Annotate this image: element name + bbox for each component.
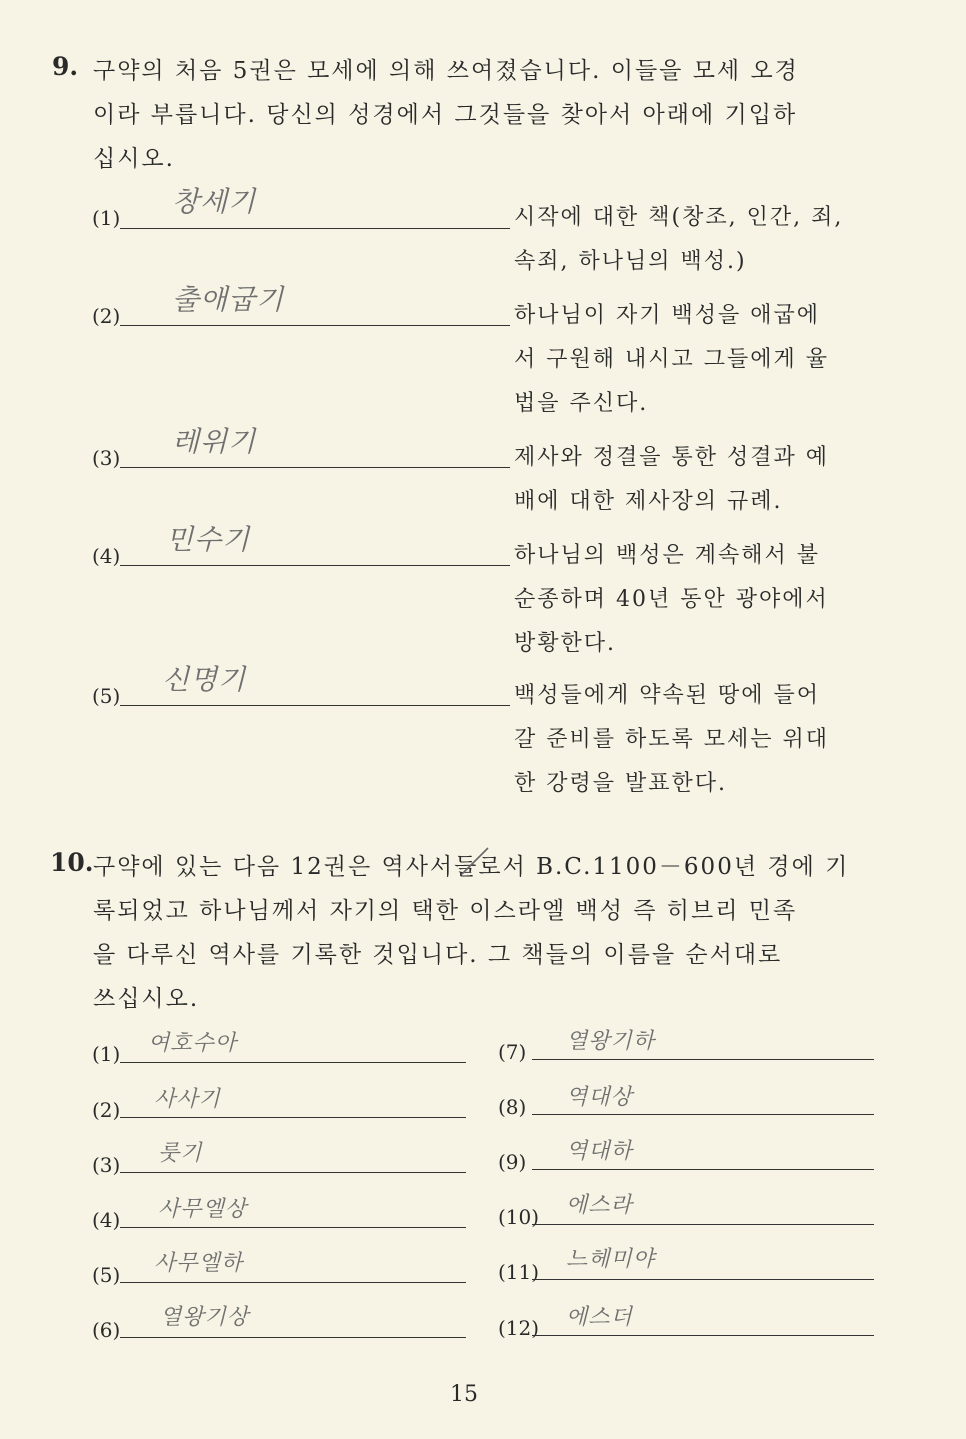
- answer-line[interactable]: [120, 1117, 466, 1118]
- item-number: (3): [92, 446, 121, 470]
- item-number: (1): [92, 1042, 121, 1066]
- correction-mark: [458, 842, 498, 878]
- handwritten-answer: 역대하: [566, 1139, 633, 1164]
- item-description: 서 구원해 내시고 그들에게 율: [514, 347, 829, 372]
- item-number: (4): [92, 544, 121, 568]
- item-number: (2): [92, 1098, 121, 1122]
- answer-line[interactable]: [120, 565, 510, 566]
- item-description: 방황한다.: [514, 631, 617, 656]
- question-10-text-line: 구약에 있는 다음 12권은 역사서들로서 B.C.1100－600년 경에 기: [93, 854, 850, 880]
- item-description: 순종하며 40년 동안 광야에서: [514, 587, 829, 612]
- handwritten-answer: 창세기: [172, 185, 257, 218]
- handwritten-answer: 룻기: [158, 1141, 203, 1166]
- answer-line[interactable]: [532, 1059, 874, 1060]
- item-description: 백성들에게 약속된 땅에 들어: [514, 683, 821, 708]
- answer-line[interactable]: [532, 1114, 874, 1115]
- handwritten-answer: 역대상: [566, 1085, 633, 1110]
- answer-line[interactable]: [120, 1062, 466, 1063]
- handwritten-answer: 열왕기하: [566, 1029, 656, 1054]
- handwritten-answer: 에스더: [566, 1305, 633, 1330]
- answer-line[interactable]: [532, 1279, 874, 1280]
- question-9-text-line: 이라 부릅니다. 당신의 성경에서 그것들을 찾아서 아래에 기입하: [93, 102, 798, 128]
- answer-line[interactable]: [120, 325, 510, 326]
- answer-line[interactable]: [120, 228, 510, 229]
- item-description: 속죄, 하나님의 백성.): [514, 249, 747, 274]
- question-10-number: 10.: [50, 848, 94, 877]
- answer-line[interactable]: [120, 705, 510, 706]
- handwritten-answer: 에스라: [566, 1193, 633, 1218]
- item-description: 배에 대한 제사장의 규례.: [514, 489, 783, 514]
- handwritten-answer: 느헤미야: [566, 1247, 656, 1272]
- answer-line[interactable]: [532, 1224, 874, 1225]
- handwritten-answer: 사무엘하: [154, 1251, 244, 1276]
- item-number: (1): [92, 206, 121, 230]
- item-number: (10): [498, 1205, 540, 1229]
- item-description: 하나님의 백성은 계속해서 불: [514, 543, 821, 568]
- question-10-text-line: 록되었고 하나님께서 자기의 택한 이스라엘 백성 즉 히브리 민족: [93, 898, 798, 924]
- handwritten-answer: 레위기: [172, 425, 257, 458]
- item-description: 시작에 대한 책(창조, 인간, 죄,: [514, 205, 844, 230]
- answer-line[interactable]: [120, 1337, 466, 1338]
- answer-line[interactable]: [120, 1227, 466, 1228]
- handwritten-answer: 사무엘상: [158, 1197, 248, 1222]
- item-number: (3): [92, 1153, 121, 1177]
- question-9-text-line: 구약의 처음 5권은 모세에 의해 쓰여졌습니다. 이들을 모세 오경: [93, 58, 799, 84]
- item-number: (5): [92, 684, 121, 708]
- handwritten-answer: 사사기: [154, 1087, 221, 1112]
- item-number: (5): [92, 1263, 121, 1287]
- handwritten-answer: 열왕기상: [160, 1305, 250, 1330]
- question-10-text-line: 쓰십시오.: [93, 986, 200, 1012]
- handwritten-answer: 민수기: [166, 523, 251, 556]
- item-description: 제사와 정결을 통한 성결과 예: [514, 445, 829, 470]
- item-number: (8): [498, 1095, 527, 1119]
- answer-line[interactable]: [120, 1172, 466, 1173]
- question-9-text-line: 십시오.: [93, 146, 175, 172]
- item-number: (2): [92, 304, 121, 328]
- item-number: (4): [92, 1208, 121, 1232]
- item-description: 법을 주신다.: [514, 391, 649, 416]
- item-number: (7): [498, 1040, 527, 1064]
- item-description: 하나님이 자기 백성을 애굽에: [514, 303, 821, 328]
- item-number: (6): [92, 1318, 121, 1342]
- item-number: (11): [498, 1260, 540, 1284]
- question-10-text-line: 을 다루신 역사를 기록한 것입니다. 그 책들의 이름을 순서대로: [93, 942, 783, 968]
- handwritten-answer: 출애굽기: [172, 283, 285, 316]
- item-description: 갈 준비를 하도록 모세는 위대: [514, 727, 829, 752]
- page-number: 15: [450, 1382, 478, 1407]
- answer-line[interactable]: [532, 1335, 874, 1336]
- handwritten-answer: 신명기: [162, 663, 247, 696]
- question-9-number: 9.: [52, 52, 79, 81]
- item-number: (9): [498, 1150, 527, 1174]
- answer-line[interactable]: [120, 1282, 466, 1283]
- answer-line[interactable]: [120, 467, 510, 468]
- item-description: 한 강령을 발표한다.: [514, 771, 727, 796]
- item-number: (12): [498, 1316, 540, 1340]
- answer-line[interactable]: [532, 1169, 874, 1170]
- handwritten-answer: 여호수아: [148, 1031, 238, 1056]
